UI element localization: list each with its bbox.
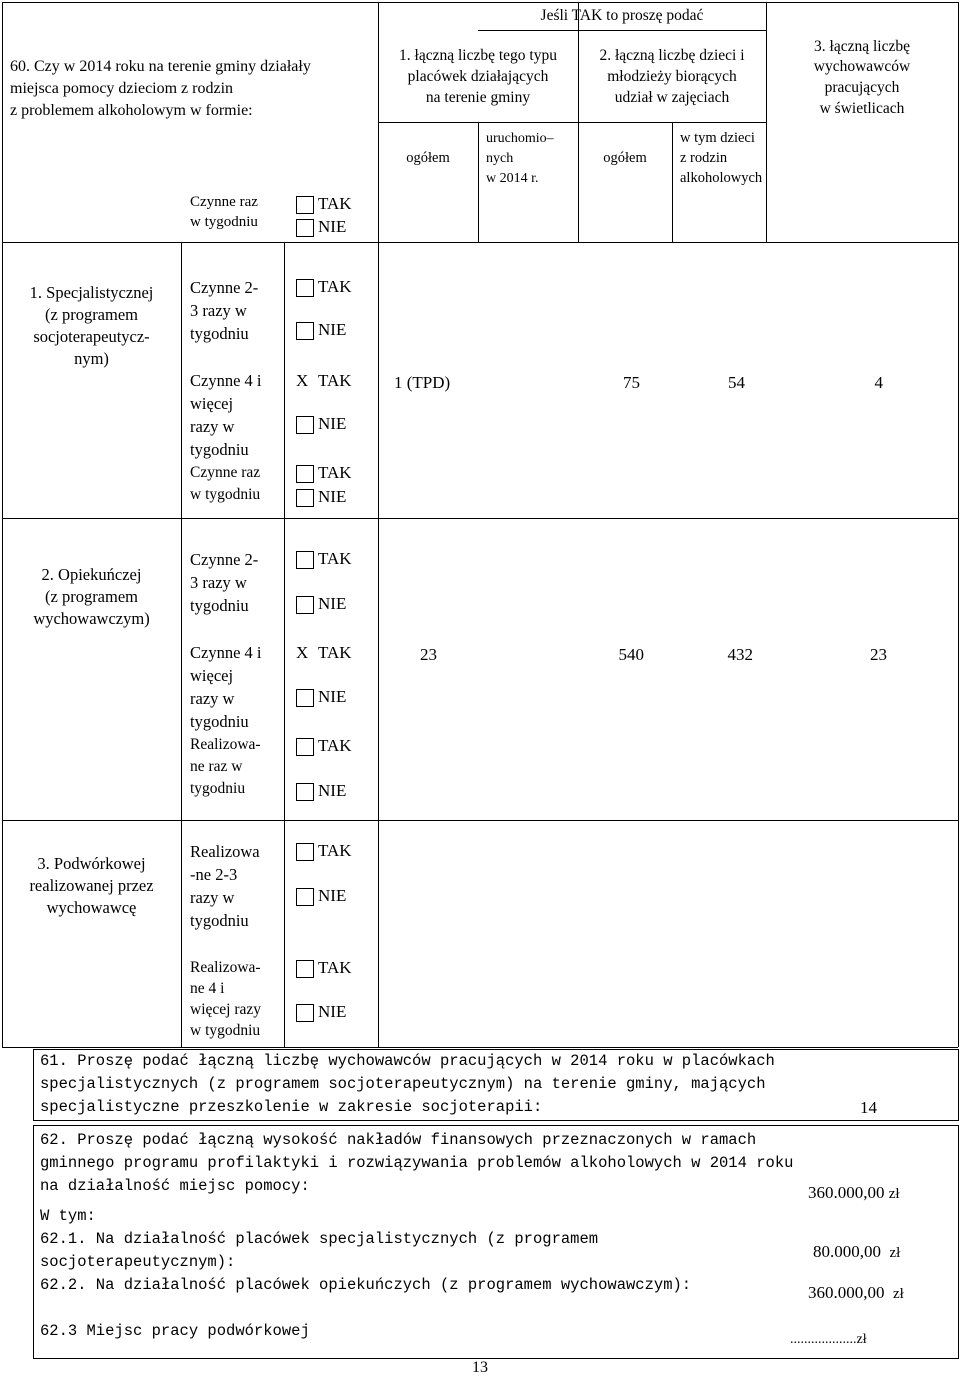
checkbox-nie[interactable] — [296, 888, 314, 906]
q60-line: z problemem alkoholowym w formie: — [10, 102, 253, 119]
q62-wtym: W tym: — [40, 1207, 96, 1225]
option-nie-label: NIE — [318, 781, 347, 800]
freq-line: więcej razy — [190, 1001, 261, 1018]
row-label-line: realizowanej przez — [29, 876, 154, 895]
freq-line: w tygodniu — [190, 1022, 261, 1039]
value-dzieci-alkoholowe: 54 — [728, 373, 745, 392]
checkbox-tak-checked[interactable]: X — [296, 371, 309, 390]
table-right-border — [958, 2, 959, 1047]
row2-bottom-line — [2, 820, 958, 821]
freq-line: ne raz w — [190, 758, 243, 775]
subheader-line — [378, 122, 766, 123]
row-label-line: 1. Specjalistycznej — [29, 283, 154, 302]
top-freq-line: Czynne raz — [190, 194, 258, 210]
col1b-header-line: w 2014 r. — [486, 171, 539, 186]
value-placowki-ogolem: 1 (TPD) — [394, 373, 451, 392]
row-label-line: 2. Opiekuńczej — [41, 565, 142, 584]
option-nie-label: NIE — [318, 320, 347, 339]
option-tak-label: TAK — [318, 643, 352, 662]
q60-line: miejsca pomocy dzieciom z rodzin — [10, 80, 234, 97]
checkbox-nie[interactable] — [296, 416, 314, 434]
q62-total — [808, 1183, 900, 1204]
freq-line: -ne 2-3 — [190, 865, 238, 884]
q62-line: na działalność miejsc pomocy: — [40, 1177, 310, 1195]
col2-header-line: 2. łączną liczbę dzieci i — [599, 47, 745, 64]
col3-header-line: pracujących — [824, 79, 900, 96]
col1b-header-line: uruchomio– — [486, 131, 554, 146]
option-tak-label: TAK — [318, 463, 352, 482]
checkbox-tak[interactable] — [296, 465, 314, 483]
q62-1-line: socjoterapeutycznym): — [40, 1253, 236, 1271]
col-divider-2b — [672, 122, 673, 242]
q62-3-amount — [790, 1330, 867, 1350]
row1-bottom-line — [2, 518, 958, 519]
freq-line: więcej — [190, 666, 234, 685]
row-label-line: (z programem — [45, 587, 138, 606]
q62-2-value: 360.000,00 — [808, 1283, 885, 1302]
option-tak-label: TAK — [318, 549, 352, 568]
value-wychowawcy: 23 — [870, 645, 887, 664]
checkbox-tak[interactable] — [296, 738, 314, 756]
top-freq-line: w tygodniu — [190, 214, 258, 230]
freq-line: ne 4 i — [190, 980, 225, 997]
option-nie-label: NIE — [318, 217, 347, 236]
option-tak-label: TAK — [318, 736, 352, 755]
checkbox-nie[interactable] — [296, 689, 314, 707]
checkbox-nie[interactable] — [296, 596, 314, 614]
currency-label: zł — [893, 1286, 904, 1302]
freq-line: Realizowa- — [190, 959, 261, 976]
value-dzieci-ogolem: 75 — [623, 373, 640, 392]
freq-line: tygodniu — [190, 440, 249, 459]
currency-label: zł — [888, 1186, 900, 1202]
q60-line: 60. Czy w 2014 roku na terenie gminy działały — [10, 58, 311, 75]
option-tak-label: TAK — [318, 277, 352, 296]
q62-1-amount — [813, 1242, 900, 1263]
option-nie-label: NIE — [318, 1002, 347, 1021]
freq-line: razy w — [190, 888, 235, 907]
checkbox-tak[interactable] — [296, 551, 314, 569]
q61-line: specjalistycznych (z programem socjoterapeutycznym) na terenie gminy, mających — [40, 1075, 766, 1093]
col2a-header: ogółem — [603, 150, 647, 166]
checkbox-nie[interactable] — [296, 1004, 314, 1022]
value-dzieci-ogolem: 540 — [618, 645, 644, 664]
checkbox-nie[interactable] — [296, 489, 314, 507]
page-number: 13 — [472, 1359, 488, 1376]
currency-label: zł — [856, 1332, 867, 1347]
checkbox-nie[interactable] — [296, 783, 314, 801]
col3-header-line: 3. łączną liczbę — [814, 38, 910, 55]
freq-line: Czynne 4 i — [190, 371, 262, 390]
col3-header-line: w świetlicach — [819, 100, 905, 117]
value-dzieci-alkoholowe: 432 — [727, 645, 753, 664]
col2b-header-line: alkoholowych — [680, 170, 763, 186]
q61-value: 14 — [860, 1098, 877, 1117]
header-bottom-line — [2, 242, 958, 243]
q62-1-line: 62.1. Na działalność placówek specjalistycznych (z programem — [40, 1230, 599, 1248]
col1-header-line: 1. łączną liczbę tego typu — [399, 47, 557, 64]
col1-header-line: placówek działających — [407, 68, 549, 85]
col2-header-line: udział w zajęciach — [614, 89, 730, 106]
checkbox-tak[interactable] — [296, 279, 314, 297]
q62-3-value: ................... — [790, 1332, 857, 1347]
option-tak-label: TAK — [318, 841, 352, 860]
q62-total-value: 360.000,00 — [808, 1183, 885, 1202]
row-label-line: 3. Podwórkowej — [37, 854, 146, 873]
col-divider-freq — [181, 242, 182, 1047]
freq-line: tygodniu — [190, 324, 249, 343]
checkbox-tak[interactable] — [296, 196, 314, 214]
col1b-header-line: nych — [486, 151, 514, 166]
col-divider-1b — [478, 122, 479, 242]
checkbox-tak[interactable] — [296, 960, 314, 978]
value-wychowawcy: 4 — [874, 373, 883, 392]
freq-line: Realizowa — [190, 842, 260, 861]
freq-line: Czynne 2- — [190, 278, 259, 297]
q62-line: gminnego programu profilaktyki i rozwiązywania problemów alkoholowych w 2014 roku — [40, 1154, 794, 1172]
q62-1-value: 80.000,00 — [813, 1242, 881, 1261]
freq-line: Czynne 4 i — [190, 643, 262, 662]
col3-header-line: wychowawców — [813, 58, 911, 75]
q62-3-line: 62.3 Miejsc pracy podwórkowej — [40, 1322, 310, 1340]
row-label-line: nym) — [74, 349, 109, 368]
row-label-line: wychowawczym) — [33, 609, 150, 628]
option-nie-label: NIE — [318, 886, 347, 905]
table-top-border — [2, 2, 958, 3]
option-nie-label: NIE — [318, 487, 347, 506]
q62-line: 62. Proszę podać łączną wysokość nakładów finansowych przeznaczonych w ramach — [40, 1131, 757, 1149]
col-divider-taknie — [284, 242, 285, 1047]
option-nie-label: NIE — [318, 594, 347, 613]
checkbox-nie[interactable] — [296, 322, 314, 340]
freq-line: Czynne raz — [190, 464, 261, 481]
q62-2-line: 62.2. Na działalność placówek opiekuńczych (z programem wychowawczym): — [40, 1276, 692, 1294]
value-placowki-ogolem: 23 — [420, 645, 437, 664]
q62-2-amount — [808, 1283, 904, 1304]
freq-line: w tygodniu — [190, 486, 261, 503]
option-tak-label: TAK — [318, 371, 352, 390]
q61-line: 61. Proszę podać łączną liczbę wychowawców pracujących w 2014 roku w placówkach — [40, 1052, 775, 1070]
checkbox-nie[interactable] — [296, 219, 314, 237]
option-tak-label: TAK — [318, 194, 352, 213]
freq-line: razy w — [190, 689, 235, 708]
col1-header-line: na terenie gminy — [425, 89, 531, 106]
col2b-header-line: w tym dzieci — [680, 130, 755, 146]
freq-line: 3 razy w — [190, 573, 247, 592]
checkbox-tak-checked[interactable]: X — [296, 643, 309, 662]
freq-line: tygodniu — [190, 712, 249, 731]
freq-line: tygodniu — [190, 911, 249, 930]
freq-line: więcej — [190, 394, 234, 413]
table-bottom-border — [2, 1047, 958, 1048]
row-label-line: socjoterapeutycz- — [33, 327, 150, 346]
freq-line: 3 razy w — [190, 301, 247, 320]
freq-line: tygodniu — [190, 780, 246, 797]
col2-header-line: młodzieży biorących — [607, 68, 737, 85]
col2b-header-line: z rodzin — [680, 150, 728, 166]
option-nie-label: NIE — [318, 414, 347, 433]
q61-line: specjalistyczne przeszkolenie w zakresie socjoterapii: — [40, 1098, 543, 1116]
option-nie-label: NIE — [318, 687, 347, 706]
freq-line: tygodniu — [190, 596, 249, 615]
option-tak-label: TAK — [318, 958, 352, 977]
currency-label: zł — [889, 1245, 901, 1261]
header-group-title: Jeśli TAK to proszę podać — [540, 7, 704, 24]
col-divider-2 — [578, 2, 579, 242]
checkbox-tak[interactable] — [296, 843, 314, 861]
header-group-line — [478, 30, 766, 31]
row-label-line: (z programem — [45, 305, 138, 324]
col1a-header: ogółem — [406, 150, 450, 166]
freq-line: Czynne 2- — [190, 550, 259, 569]
freq-line: Realizowa- — [190, 736, 261, 753]
freq-line: razy w — [190, 417, 235, 436]
row-label-line: wychowawcę — [46, 898, 137, 917]
